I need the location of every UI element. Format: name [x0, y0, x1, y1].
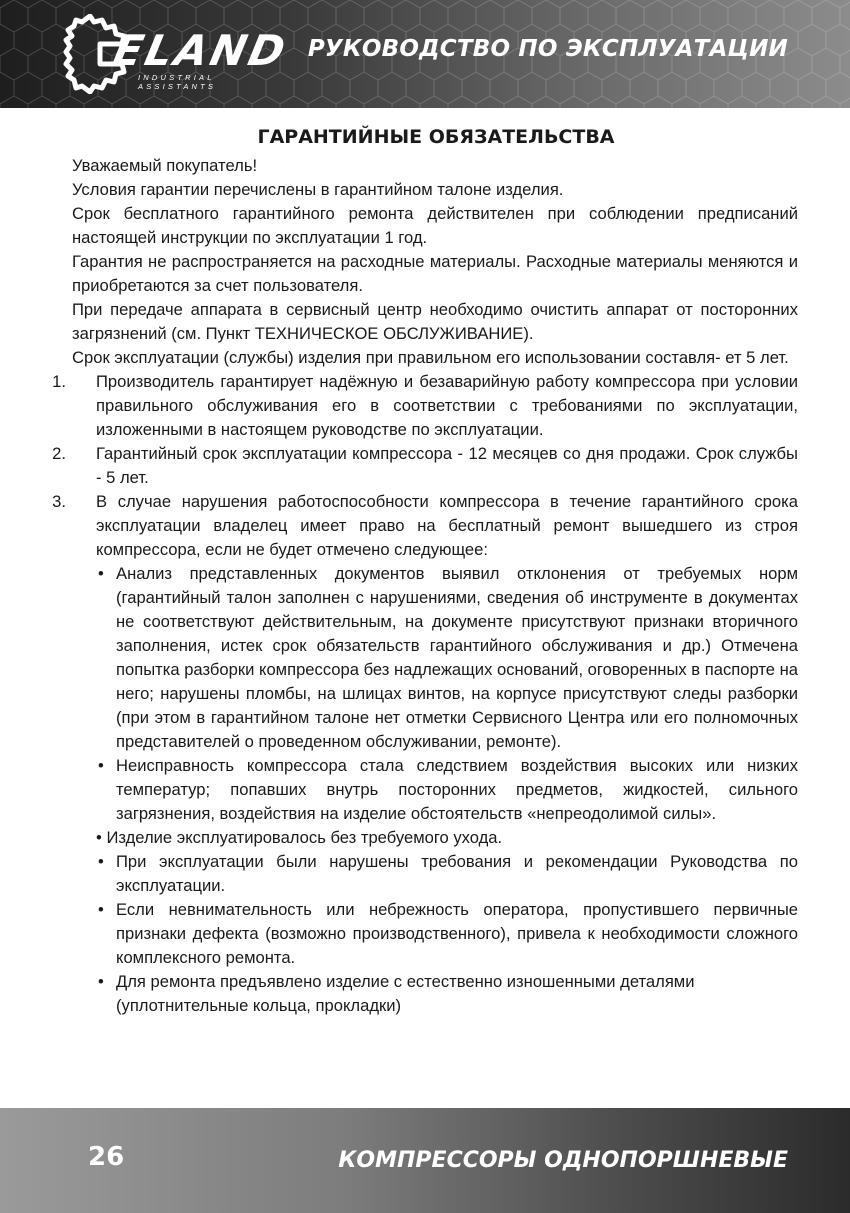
bullet-item: [96, 850, 798, 898]
list-item-number: 1.: [52, 372, 66, 391]
bullet-icon: •: [98, 972, 104, 991]
bullet-item: [96, 562, 798, 754]
header-title: РУКОВОДСТВО ПО ЭКСПЛУАТАЦИИ: [307, 36, 788, 62]
intro-paragraph: Срок бесплатного гарантийного ремонта действителен при соблюдении предписаний настоящей инструкции по эксплуатации 1 год.: [72, 204, 798, 247]
bullet-icon: •: [98, 900, 104, 919]
logo-subtitle: INDUSTRIAL ASSISTANTS: [138, 73, 217, 91]
intro-paragraph: При передаче аппарата в сервисный центр необходимо очистить аппарат от посторонних загрязнений (см. Пункт ТЕХНИЧЕСКОЕ ОБСЛУЖИВАНИЕ).: [72, 300, 798, 343]
list-item-text: В случае нарушения работоспособности компрессора в течение гарантийного срока эксплуатации владелец имеет право на бесплатный ремонт вышедшего из строя компрессора, если не будет отмечено следующее:: [96, 492, 798, 559]
list-item-text: Гарантийный срок эксплуатации компрессора - 12 месяцев со дня продажи. Срок службы - 5 лет.: [96, 444, 798, 487]
bullet-item: [96, 898, 798, 970]
list-item: [52, 490, 798, 1018]
intro-paragraph: Срок эксплуатации (службы) изделия при правильном его использовании составля- ет 5 лет.: [72, 348, 789, 367]
eland-logo: [62, 14, 293, 94]
bullet-item: [96, 754, 798, 826]
numbered-list: [52, 370, 798, 1018]
bullet-icon: •: [98, 564, 104, 583]
bullet-text: Если невнимательность или небрежность оператора, пропустившего первичные признаки дефекта (возможно производственного), привела к необходимости сложного комплексного ремонта.: [116, 900, 798, 967]
bullet-item: [96, 970, 798, 1018]
page-footer: [0, 1108, 850, 1213]
bullet-text: Для ремонта предъявлено изделие с естественно изношенными деталями (уплотнительные кольца, прокладки): [116, 972, 695, 1015]
bullet-list: [96, 562, 798, 1018]
page-content: [52, 118, 798, 1018]
bullet-icon: •: [98, 852, 104, 871]
bullet-icon: •: [96, 828, 102, 847]
bullet-text: При эксплуатации были нарушены требования и рекомендации Руководства по эксплуатации.: [116, 852, 798, 895]
intro-paragraph: Гарантия не распространяется на расходные материалы. Расходные материалы меняются и приобретаются за счет пользователя.: [72, 252, 798, 295]
list-item-number: 3.: [52, 492, 66, 511]
bullet-item: [96, 826, 798, 850]
list-item-number: 2.: [52, 444, 66, 463]
bullet-text: Анализ представленных документов выявил отклонения от требуемых норм (гарантийный талон заполнен с нарушениями, сведения об инструменте в документах не соответствуют действительным, на документе присутствуют признаки вторичного заполнения, истек срок обязательств гарантийного обслуживания и др.) Отмечена попытка разборки компрессора без надлежащих оснований, оговоренных в паспорте на него; нарушены пломбы, на шлицах винтов, на корпусе присутствуют следы разборки (при этом в гарантийном талоне нет отметки Сервисного Центра или его полномочных представителей о проведенном обслуживании, ремонте).: [116, 564, 798, 751]
list-item: [52, 370, 798, 442]
greeting: Уважаемый покупатель!: [72, 156, 258, 175]
list-item-text: Производитель гарантирует надёжную и безаварийную работу компрессора при условии правильного обслуживания его в соответствии с требованиями по эксплуатации, изложенными в настоящем руководстве по эксплуатации.: [96, 372, 798, 439]
list-item: [52, 442, 798, 490]
bullet-text: Неисправность компрессора стала следствием воздействия высоких или низких температур; попавших внутрь посторонних предметов, жидкостей, сильного загрязнения, воздействия на изделие обстоятельств «непреодолимой силы».: [116, 756, 798, 823]
document-title: ГАРАНТИЙНЫЕ ОБЯЗАТЕЛЬСТВА: [257, 126, 615, 148]
logo-wordmark: ELAND: [108, 26, 293, 75]
footer-title: КОМПРЕССОРЫ ОДНОПОРШНЕВЫЕ: [338, 1148, 788, 1173]
bullet-icon: •: [98, 756, 104, 775]
bullet-text: Изделие эксплуатировалось без требуемого ухода.: [106, 828, 503, 847]
intro-paragraph: Условия гарантии перечислены в гарантийном талоне изделия.: [72, 180, 564, 199]
page-header: [0, 0, 850, 108]
page-number: 26: [88, 1142, 125, 1172]
